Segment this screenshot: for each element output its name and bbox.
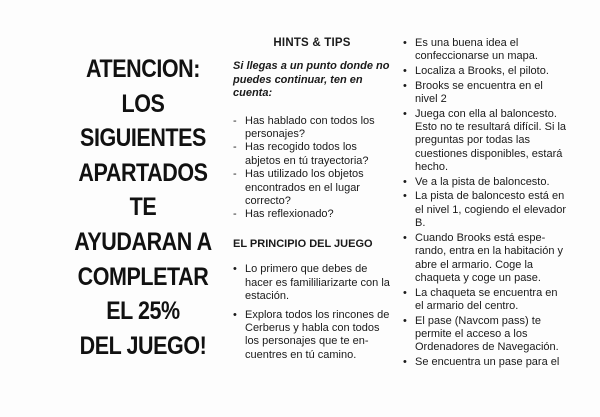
hints-intro: Si llegas a un punto donde no puedes continuar, ten en cuenta: <box>233 60 390 100</box>
warning-line: ATENCION: <box>86 55 200 83</box>
warning-line: EL 25% <box>106 297 180 326</box>
section-title: EL PRINCIPIO DEL JUEGO <box>233 237 373 250</box>
checklist-item: - Has recogido todos los abjetos en tú trayectoria? <box>233 141 391 168</box>
warning-line: SIGUIENTES <box>80 124 206 153</box>
hints-title: HINTS & TIPS <box>273 37 351 49</box>
warning-line: APARTADOS <box>78 158 208 187</box>
tip-item: • Lo primero que debes de hacer es famililiarizarte con la estación. <box>233 263 391 303</box>
checklist <box>233 115 391 222</box>
warning-line: COMPLETAR <box>77 262 209 291</box>
tip-item: • Brooks se encuentra en el nivel 2 <box>403 80 568 107</box>
tip-item: • La pista de baloncesto está en el nivel 1, cogiendo el elevador B. <box>403 190 568 230</box>
walkthrough-list <box>403 37 568 369</box>
tip-item: • Juega con ella al baloncesto. Esto no te resultará difícil. Si la preguntas por todas las cuestiones disponibles, estará hecho. <box>403 108 568 175</box>
tip-item: • Localiza a Brooks, el piloto. <box>403 65 568 78</box>
tip-item: • Ve a la pista de baloncesto. <box>403 176 568 189</box>
checklist-item: - Has reflexionado? <box>233 208 391 221</box>
tip-item: • Cuando Brooks está espe-rando, entra en la habitación y abre el armario. Coge la chaqueta y coge un pase. <box>403 232 568 286</box>
tip-item: • El pase (Navcom pass) te permite el acceso a los Ordenadores de Navegación. <box>403 315 568 355</box>
hints-column <box>233 37 391 367</box>
tip-item: • Explora todos los rincones de Cerberus y habla con todos los personajes que te en-cuentres en tú camino. <box>233 309 391 363</box>
tips-column-right <box>403 37 568 371</box>
warning-line: DEL JUEGO! <box>79 331 207 360</box>
checklist-item: - Has utilizado los objetos encontrados en el lugar correcto? <box>233 168 391 208</box>
tip-item: • La chaqueta se encuentra en el armario del centro. <box>403 287 568 314</box>
start-tips-list <box>233 263 391 362</box>
warning-heading <box>70 52 216 363</box>
warning-line: LOS <box>121 89 165 118</box>
warning-line: TE <box>129 193 157 222</box>
checklist-item: - Has hablado con todos los personajes? <box>233 115 391 142</box>
warning-line: AYUDARAN A <box>74 227 212 256</box>
tip-item: • Se encuentra un pase para el <box>403 356 568 369</box>
tip-item: • Es una buena idea el confeccionarse un mapa. <box>403 37 568 64</box>
